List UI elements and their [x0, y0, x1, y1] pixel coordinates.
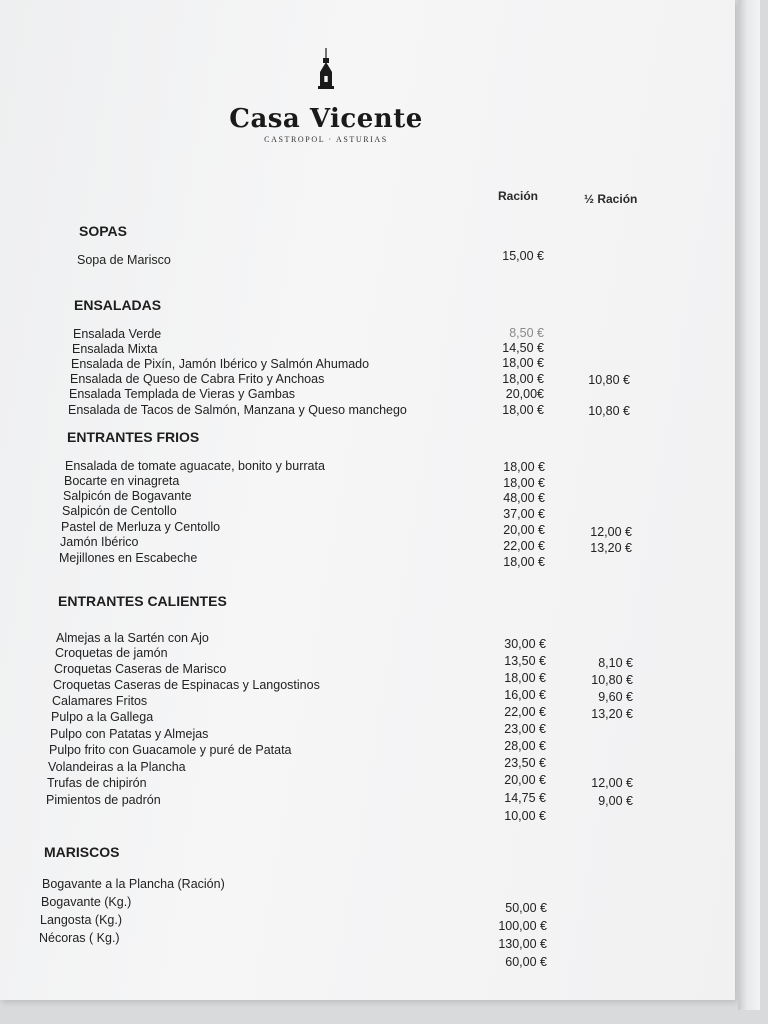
price: 13,50 € — [504, 654, 546, 668]
half-price: 13,20 € — [590, 541, 632, 555]
section-title: ENSALADAS — [74, 297, 162, 313]
menu-item: Ensalada de Queso de Cabra Frito y Anchoas — [70, 372, 325, 386]
menu-item: Croquetas de jamón — [55, 646, 168, 660]
half-price: 9,00 € — [598, 794, 633, 808]
section-title: SOPAS — [79, 223, 127, 239]
half-price: 12,00 € — [591, 776, 633, 790]
menu-item: Salpicón de Bogavante — [63, 489, 192, 503]
price: 22,00 € — [504, 705, 546, 719]
menu-item: Ensalada Verde — [73, 327, 162, 341]
half-price: 13,20 € — [591, 707, 633, 721]
price: 18,00 € — [503, 460, 545, 474]
half-price: 10,80 € — [591, 673, 633, 687]
column-racion: Ración — [498, 189, 539, 203]
menu-item: Ensalada Templada de Vieras y Gambas — [69, 387, 296, 401]
menu-item: Pimientos de padrón — [46, 793, 161, 807]
brand-name: Casa Vicente — [229, 104, 423, 134]
menu-item: Sopa de Marisco — [77, 253, 171, 267]
section-title: ENTRANTES CALIENTES — [58, 593, 227, 609]
menu-item: Ensalada de Tacos de Salmón, Manzana y Queso manchego — [68, 403, 407, 417]
menu-item: Bogavante (Kg.) — [41, 895, 132, 909]
menu-item: Mejillones en Escabeche — [59, 551, 198, 565]
brand-subtitle: CASTROPOL · ASTURIAS — [264, 135, 388, 144]
price: 18,00 € — [502, 372, 544, 386]
price: 18,00 € — [502, 356, 544, 370]
page-edge — [738, 0, 760, 1010]
menu-item: Jamón Ibérico — [60, 535, 139, 549]
menu-item: Bogavante a la Plancha (Ración) — [42, 877, 225, 891]
price: 37,00 € — [503, 507, 545, 521]
restaurant-logo — [0, 48, 652, 144]
price: 14,50 € — [502, 341, 544, 355]
menu-item: Bocarte en vinagreta — [64, 474, 180, 488]
price: 18,00 € — [503, 476, 545, 490]
section-title: MARISCOS — [44, 844, 120, 860]
price: 20,00 € — [503, 523, 545, 537]
price: 14,75 € — [504, 791, 546, 805]
price: 48,00 € — [503, 491, 545, 505]
menu-item: Pulpo a la Gallega — [51, 710, 154, 724]
menu-item: Croquetas Caseras de Marisco — [54, 662, 227, 676]
price: 8,50 € — [509, 326, 544, 340]
price: 10,00 € — [504, 809, 546, 823]
menu-item: Calamares Fritos — [52, 694, 148, 708]
price: 100,00 € — [498, 919, 547, 933]
price: 23,50 € — [504, 756, 546, 770]
menu-item: Pulpo con Patatas y Almejas — [50, 727, 209, 741]
menu-item: Almejas a la Sartén con Ajo — [56, 631, 209, 645]
menu-item: Pastel de Merluza y Centollo — [61, 520, 221, 534]
tower-icon — [316, 48, 336, 102]
menu-item: Ensalada Mixta — [72, 342, 158, 356]
price: 18,00 € — [502, 403, 544, 417]
menu-item: Croquetas Caseras de Espinacas y Langostinos — [53, 678, 320, 692]
menu-item: Ensalada de Pixín, Jamón Ibérico y Salmón Ahumado — [71, 357, 370, 371]
price: 60,00 € — [505, 955, 547, 969]
menu-item: Salpicón de Centollo — [62, 504, 177, 518]
half-price: 9,60 € — [598, 690, 633, 704]
menu-item: Pulpo frito con Guacamole y puré de Patata — [49, 743, 292, 757]
price: 16,00 € — [504, 688, 546, 702]
price: 30,00 € — [504, 637, 546, 651]
price: 18,00 € — [504, 671, 546, 685]
half-price: 12,00 € — [590, 525, 632, 539]
price: 15,00 € — [502, 249, 544, 263]
half-price: 10,80 € — [588, 373, 630, 387]
price: 18,00 € — [503, 555, 545, 569]
menu-item: Nécoras ( Kg.) — [39, 931, 120, 945]
price: 28,00 € — [504, 739, 546, 753]
menu-item: Langosta (Kg.) — [40, 913, 122, 927]
price: 20,00 € — [504, 773, 546, 787]
price: 23,00 € — [504, 722, 546, 736]
price: 22,00 € — [503, 539, 545, 553]
price: 130,00 € — [498, 937, 547, 951]
menu-item: Volandeiras a la Plancha — [48, 760, 186, 774]
menu-item: Trufas de chipirón — [47, 776, 147, 790]
half-price: 10,80 € — [588, 404, 630, 418]
section-title: ENTRANTES FRIOS — [67, 429, 200, 445]
column-media-racion: ½ Ración — [584, 192, 638, 206]
price: 20,00€ — [505, 387, 544, 401]
price: 50,00 € — [505, 901, 547, 915]
half-price: 8,10 € — [598, 656, 633, 670]
menu-item: Ensalada de tomate aguacate, bonito y burrata — [65, 459, 325, 473]
